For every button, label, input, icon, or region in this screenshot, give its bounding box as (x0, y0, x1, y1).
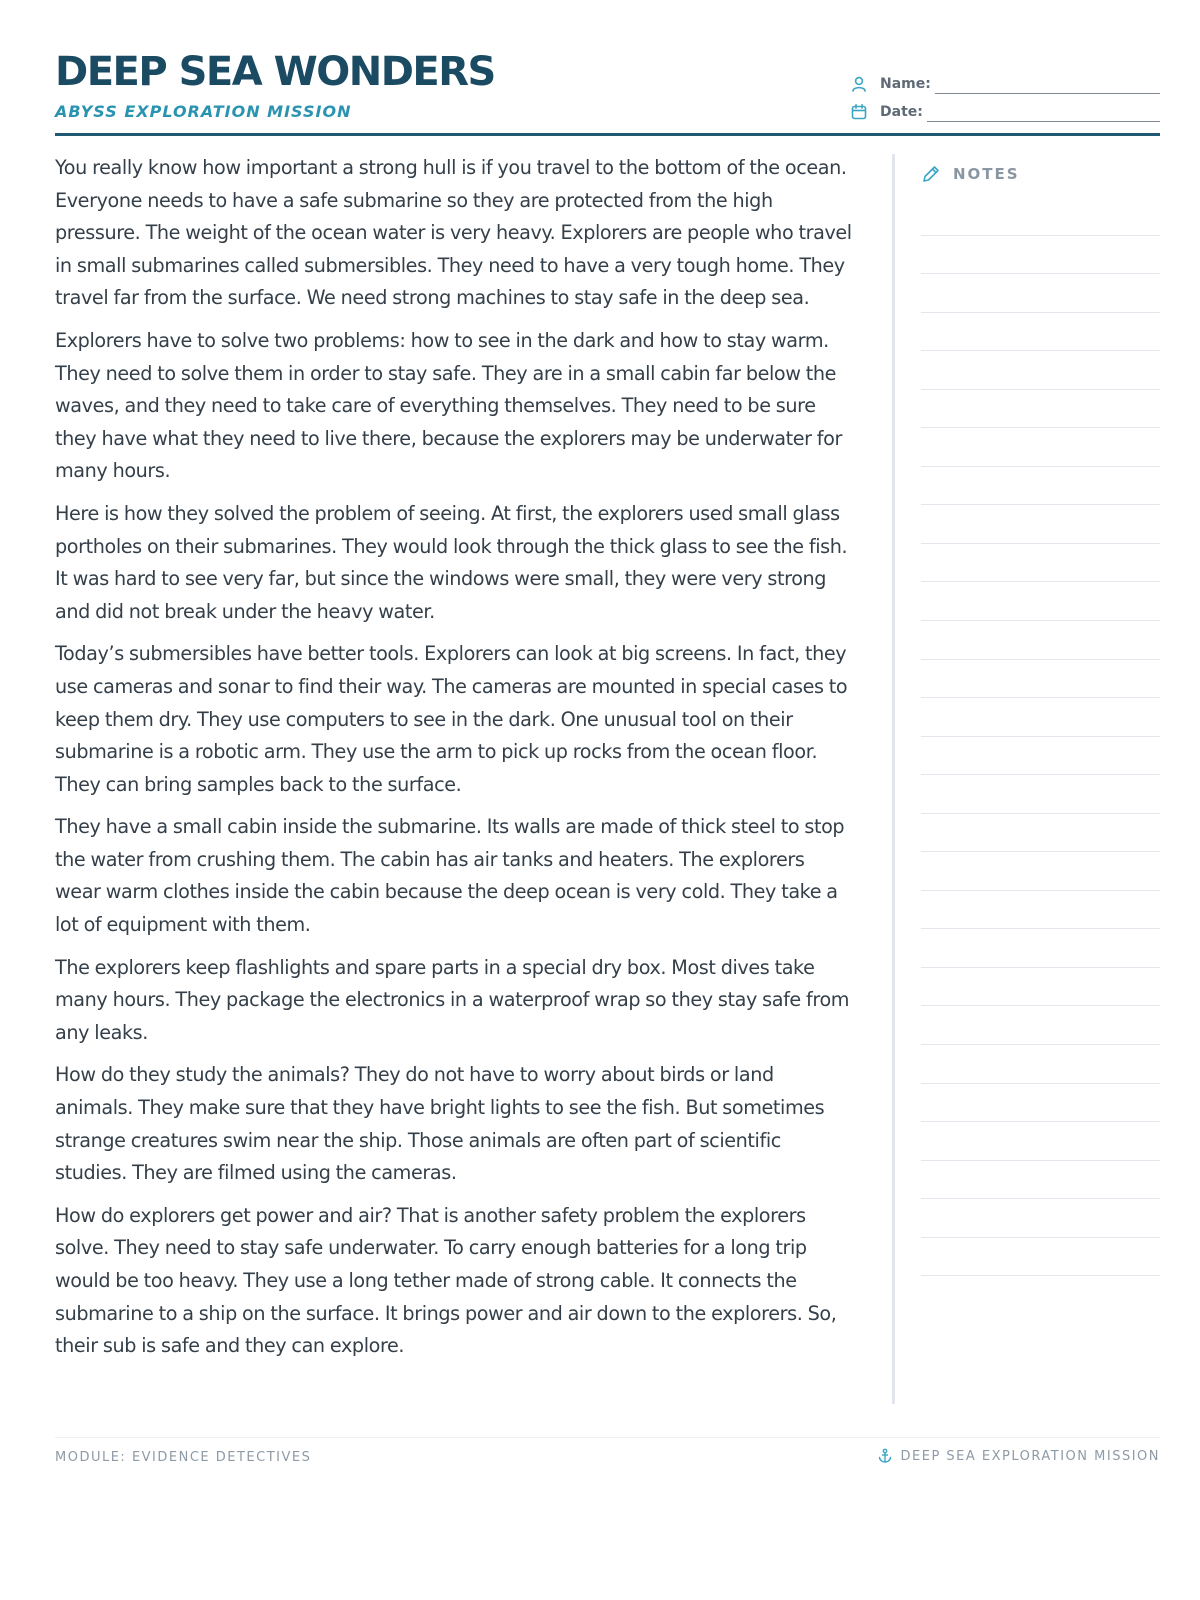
note-line[interactable] (921, 698, 1160, 737)
paragraph: How do explorers get power and air? That is another safety problem the explorers solve. They need to stay safe underwater. To carry enough batteries for a long trip would be too heavy. They use a long tether made of strong cable. It connects the submarine to a ship on the surface. It brings power and air down to the explorers. So, their sub is safe and they can explore. (55, 1203, 837, 1358)
page-header (55, 48, 1160, 136)
note-line[interactable] (921, 1238, 1160, 1277)
note-line[interactable] (921, 544, 1160, 583)
paragraph: How do they study the animals? They do not have to worry about birds or land animals. They make sure that they have bright lights to see the fish. But sometimes strange creatures swim near the ship. Those animals are often part of scientific studies. They are filmed using the cameras. (55, 1063, 825, 1185)
column-divider (892, 154, 895, 1404)
note-line[interactable] (921, 968, 1160, 1007)
paragraph: Here is how they solved the problem of seeing. At first, the explorers used small glass portholes on their submarines. They would look through the thick glass to see the fish. It was hard to see very far, but since the windows were small, they were very strong and did not break under the heavy water. (55, 501, 848, 623)
name-label: Name: (880, 76, 931, 92)
note-line[interactable] (921, 582, 1160, 621)
note-line[interactable] (921, 814, 1160, 853)
note-line[interactable] (921, 852, 1160, 891)
mission-label (877, 1448, 1160, 1464)
notes-title: NOTES (953, 165, 1020, 183)
notes-panel (921, 160, 1160, 1276)
page-title: DEEP SEA WONDERS (55, 49, 495, 95)
pencil-icon (921, 164, 941, 184)
page-subtitle: ABYSS EXPLORATION MISSION (55, 102, 352, 121)
note-line[interactable] (921, 1161, 1160, 1200)
note-line[interactable] (921, 929, 1160, 968)
note-line[interactable] (921, 737, 1160, 776)
note-line[interactable] (921, 775, 1160, 814)
note-line[interactable] (921, 1199, 1160, 1238)
paragraph: The explorers keep flashlights and spare parts in a special dry box. Most dives take many hours. They package the electronics in a waterproof wrap so they stay safe from any leaks. (55, 955, 850, 1044)
module-label: MODULE: EVIDENCE DETECTIVES (55, 1450, 312, 1465)
date-field[interactable] (927, 107, 1160, 122)
paragraph: Today’s submersibles have better tools. Explorers can look at big screens. In fact, they use cameras and sonar to find their way. The cameras are mounted in special cases to keep them dry. They use computers to see in the dark. One unusual tool on their submarine is a robotic arm. They use the arm to pick up rocks from the ocean floor. They can bring samples back to the surface. (55, 642, 848, 796)
note-line[interactable] (921, 428, 1160, 467)
note-line[interactable] (921, 197, 1160, 236)
page-footer (55, 1437, 1160, 1478)
notes-header (921, 160, 1160, 188)
calendar-icon (850, 103, 868, 121)
mission-text: DEEP SEA EXPLORATION MISSION (900, 1448, 1160, 1464)
name-field[interactable] (935, 79, 1160, 94)
paragraph: Explorers have to solve two problems: how to see in the dark and how to stay warm. They need to solve them in order to stay safe. They are in a small cabin far below the waves, and they need to take care of everything themselves. They need to be sure they have what they need to live there, because the explorers may be underwater for many hours. (55, 328, 842, 483)
note-line[interactable] (921, 390, 1160, 429)
student-info (850, 70, 1160, 126)
worksheet-page (55, 0, 1160, 1600)
note-line[interactable] (921, 313, 1160, 352)
paragraph: They have a small cabin inside the submarine. Its walls are made of thick steel to stop the water from crushing them. The cabin has air tanks and heaters. The explorers wear warm clothes inside the cabin because the deep ocean is very cold. They take a lot of equipment with them. (55, 815, 845, 937)
notes-writing-area[interactable] (921, 197, 1160, 1276)
note-line[interactable] (921, 621, 1160, 660)
anchor-icon (877, 1448, 893, 1464)
reading-passage (55, 152, 855, 1373)
date-row (850, 98, 1160, 126)
paragraph: You really know how important a strong hull is if you travel to the bottom of the ocean. Everyone needs to have a safe submarine so they are protected from the high pressure. The weight of the ocean water is very heavy. Explorers are people who travel in small submarines called submersibles. They need to have a very tough home. They travel far from the surface. We need strong machines to stay safe in the deep sea. (55, 156, 852, 310)
note-line[interactable] (921, 1006, 1160, 1045)
note-line[interactable] (921, 467, 1160, 506)
note-line[interactable] (921, 236, 1160, 275)
note-line[interactable] (921, 274, 1160, 313)
date-label: Date: (880, 104, 923, 120)
note-line[interactable] (921, 505, 1160, 544)
note-line[interactable] (921, 1045, 1160, 1084)
note-line[interactable] (921, 1122, 1160, 1161)
content-area (55, 150, 1160, 1410)
note-line[interactable] (921, 1084, 1160, 1123)
name-row (850, 70, 1160, 98)
note-line[interactable] (921, 351, 1160, 390)
note-line[interactable] (921, 660, 1160, 699)
note-line[interactable] (921, 891, 1160, 930)
user-icon (850, 75, 868, 93)
